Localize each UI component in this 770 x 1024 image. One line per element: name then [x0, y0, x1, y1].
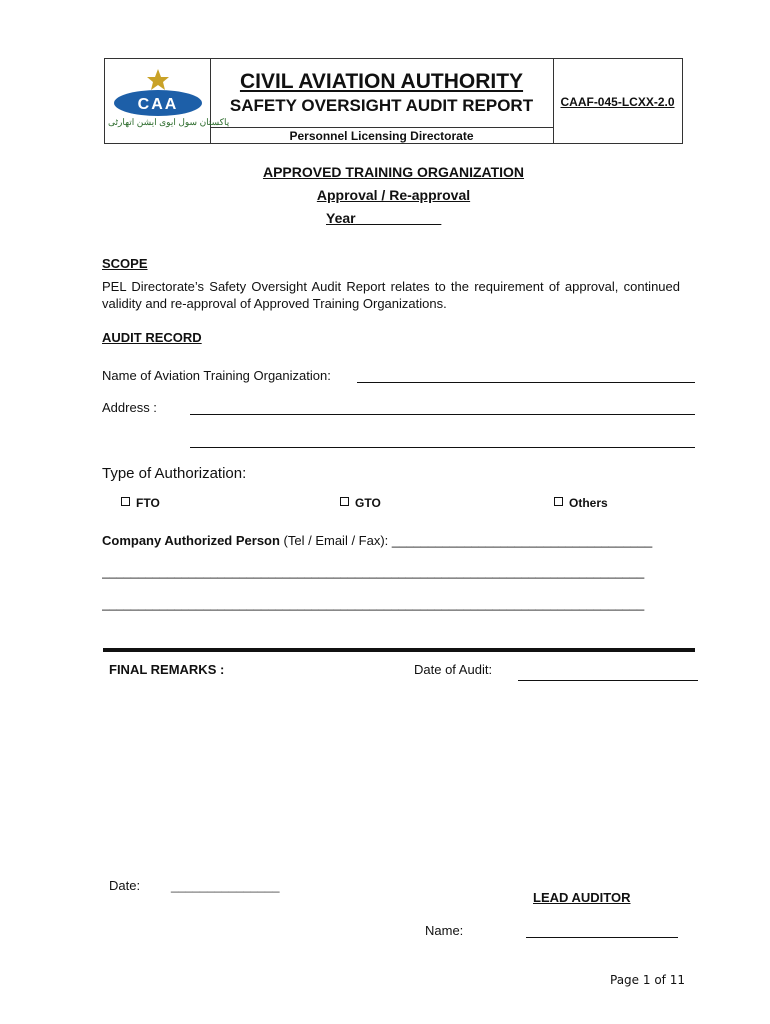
caa-logo — [110, 66, 206, 118]
year-field[interactable] — [326, 210, 441, 226]
option-others-label: Others — [569, 496, 608, 510]
option-gto[interactable] — [340, 496, 381, 510]
section-divider — [103, 648, 695, 652]
year-blank: ___________ — [355, 210, 442, 226]
date-label: Date: — [109, 878, 141, 893]
year-label: Year — [326, 210, 356, 226]
logo-star-icon — [147, 69, 169, 90]
company-person-field[interactable] — [102, 533, 652, 548]
logo-urdu-text: پاکستان سول ایوی ایشن اتھارٹی — [108, 117, 230, 127]
header-divider — [210, 127, 553, 128]
report-title: SAFETY OVERSIGHT AUDIT REPORT — [229, 96, 534, 115]
authorization-label: Type of Authorization: — [102, 465, 247, 482]
logo-text: CAA — [137, 96, 179, 113]
name-footer-label: Name: — [425, 923, 464, 938]
page-number: Page 1 of 11 — [610, 973, 685, 987]
option-fto-label: FTO — [136, 496, 160, 510]
audit-record-title: AUDIT RECORD — [102, 330, 202, 345]
final-remarks-label: FINAL REMARKS : — [109, 662, 225, 677]
address-label: Address : — [102, 400, 157, 415]
date-of-audit-label: Date of Audit: — [414, 662, 493, 677]
lead-auditor-label: LEAD AUDITOR — [533, 890, 631, 905]
option-gto-label: GTO — [355, 496, 381, 510]
checkbox-icon — [340, 497, 349, 506]
name-label: Name of Aviation Training Organization: — [102, 368, 331, 383]
blank-line-2[interactable]: ___________________________________________________________________________ — [102, 596, 645, 611]
org-title: CIVIL AVIATION AUTHORITY — [239, 70, 524, 93]
heading-line2: Approval / Re-approval — [316, 187, 471, 203]
name-footer-input-line[interactable] — [526, 937, 678, 938]
blank-line-1[interactable]: ___________________________________________________________________________ — [102, 564, 645, 579]
company-person-label: Company Authorized Person — [102, 533, 280, 548]
checkbox-icon — [121, 497, 130, 506]
scope-title: SCOPE — [102, 256, 148, 271]
option-fto[interactable] — [121, 496, 160, 510]
name-input-line[interactable] — [357, 382, 695, 383]
scope-text: PEL Directorate’s Safety Oversight Audit Report relates to the requirement of approval, continued validity and re-approval of Approved Training Organizations. — [102, 279, 680, 311]
doc-code: CAAF-045-LCXX-2.0 — [560, 95, 675, 109]
date-blank[interactable]: _______________ — [171, 878, 280, 893]
date-of-audit-input-line[interactable] — [518, 680, 698, 681]
company-person-rest: (Tel / Email / Fax): ____________________________________ — [279, 533, 653, 548]
address-input-line-2[interactable] — [190, 447, 695, 448]
option-others[interactable] — [554, 496, 608, 510]
directorate: Personnel Licensing Directorate — [289, 129, 474, 143]
checkbox-icon — [554, 497, 563, 506]
heading-line1: APPROVED TRAINING ORGANIZATION — [262, 164, 525, 180]
address-input-line[interactable] — [190, 414, 695, 415]
